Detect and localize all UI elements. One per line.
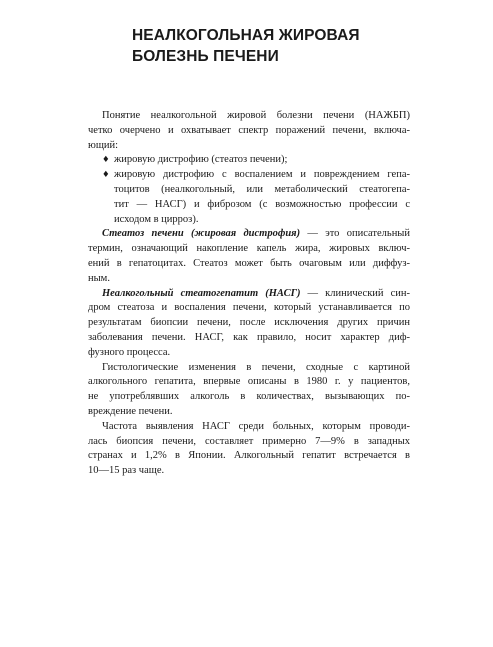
paragraph-histology <box>88 361 410 420</box>
text-line <box>88 227 410 242</box>
term-steatosis: Стеатоз печени (жировая дистрофия) <box>102 228 301 240</box>
paragraph-steatosis <box>88 227 410 286</box>
diamond-bullet-icon: ♦ <box>102 155 110 166</box>
text-line: дром стеатоза и воспаления печени, который устанавливается по <box>88 302 410 314</box>
text-fragment: — клинический син- <box>300 287 411 299</box>
list-item-text: жировую дистрофию (стеатоз печени); <box>114 154 288 166</box>
text-line: тоцитов (неалкогольный, или метаболический стеатогепа- <box>114 183 410 195</box>
term-nash: Неалкогольный стеатогепатит (НАСГ) <box>102 287 301 299</box>
paragraph-nash <box>88 287 410 361</box>
list-item <box>88 168 410 227</box>
text-line <box>88 287 410 302</box>
text-line: фузного процесса. <box>88 346 171 358</box>
text-line: лась биопсия печени, составляет примерно 7—9% в западных <box>88 435 410 447</box>
text-line: ным. <box>88 272 110 284</box>
text-line: странах и 1,2% в Японии. Алкогольный гепатит встречается в <box>88 450 410 462</box>
diamond-bullet-icon: ♦ <box>102 170 110 181</box>
text-line: заболевания печени. НАСГ, как правило, носит характер диф- <box>88 331 410 343</box>
paragraph-frequency <box>88 420 410 479</box>
chapter-heading-line: БОЛЕЗНЬ ПЕЧЕНИ <box>132 48 279 65</box>
text-line: термин, означающий накопление капель жира, жировых включ- <box>88 243 410 255</box>
text-line: ений в гепатоцитах. Стеатоз может быть очаговым или диффуз- <box>88 257 410 269</box>
chapter-heading <box>132 25 432 67</box>
text-line: 10—15 раз чаще. <box>88 465 165 477</box>
text-line: Понятие неалкогольной жировой болезни печени (НАЖБП) <box>102 110 410 121</box>
text-line: четко очерчено и охватывает спектр поражений печени, включа- <box>88 124 410 136</box>
body-text <box>88 109 410 479</box>
paragraph-definition <box>88 109 410 153</box>
text-line: исходом в цирроз). <box>114 213 199 225</box>
text-line: тит — НАСГ) и фиброзом (с возможностью профессии с <box>114 198 410 210</box>
text-line: алкогольного гепатита, впервые описаны в 1980 г. у пациентов, <box>88 376 410 388</box>
list-item <box>88 153 410 168</box>
chapter-heading-line: НЕАЛКОГОЛЬНАЯ ЖИРОВАЯ <box>132 27 360 44</box>
text-fragment: — это описательный <box>300 228 410 240</box>
text-line: Гистологические изменения в печени, сходные с картиной <box>102 361 410 373</box>
text-line <box>88 168 410 183</box>
text-line: результатам биопсии печени, после исключения других причин <box>88 317 410 329</box>
text-line: не употреблявших алкоголь в количествах, вызывающих по- <box>88 391 410 403</box>
text-line: Частота выявления НАСГ среди больных, которым проводи- <box>102 420 410 432</box>
bullet-list <box>88 153 410 227</box>
text-line: ющий: <box>88 139 119 151</box>
text-line: вреждение печени. <box>88 405 173 417</box>
list-item-text: жировую дистрофию с воспалением и повреждением гепа- <box>114 169 410 181</box>
text-line <box>88 153 410 168</box>
